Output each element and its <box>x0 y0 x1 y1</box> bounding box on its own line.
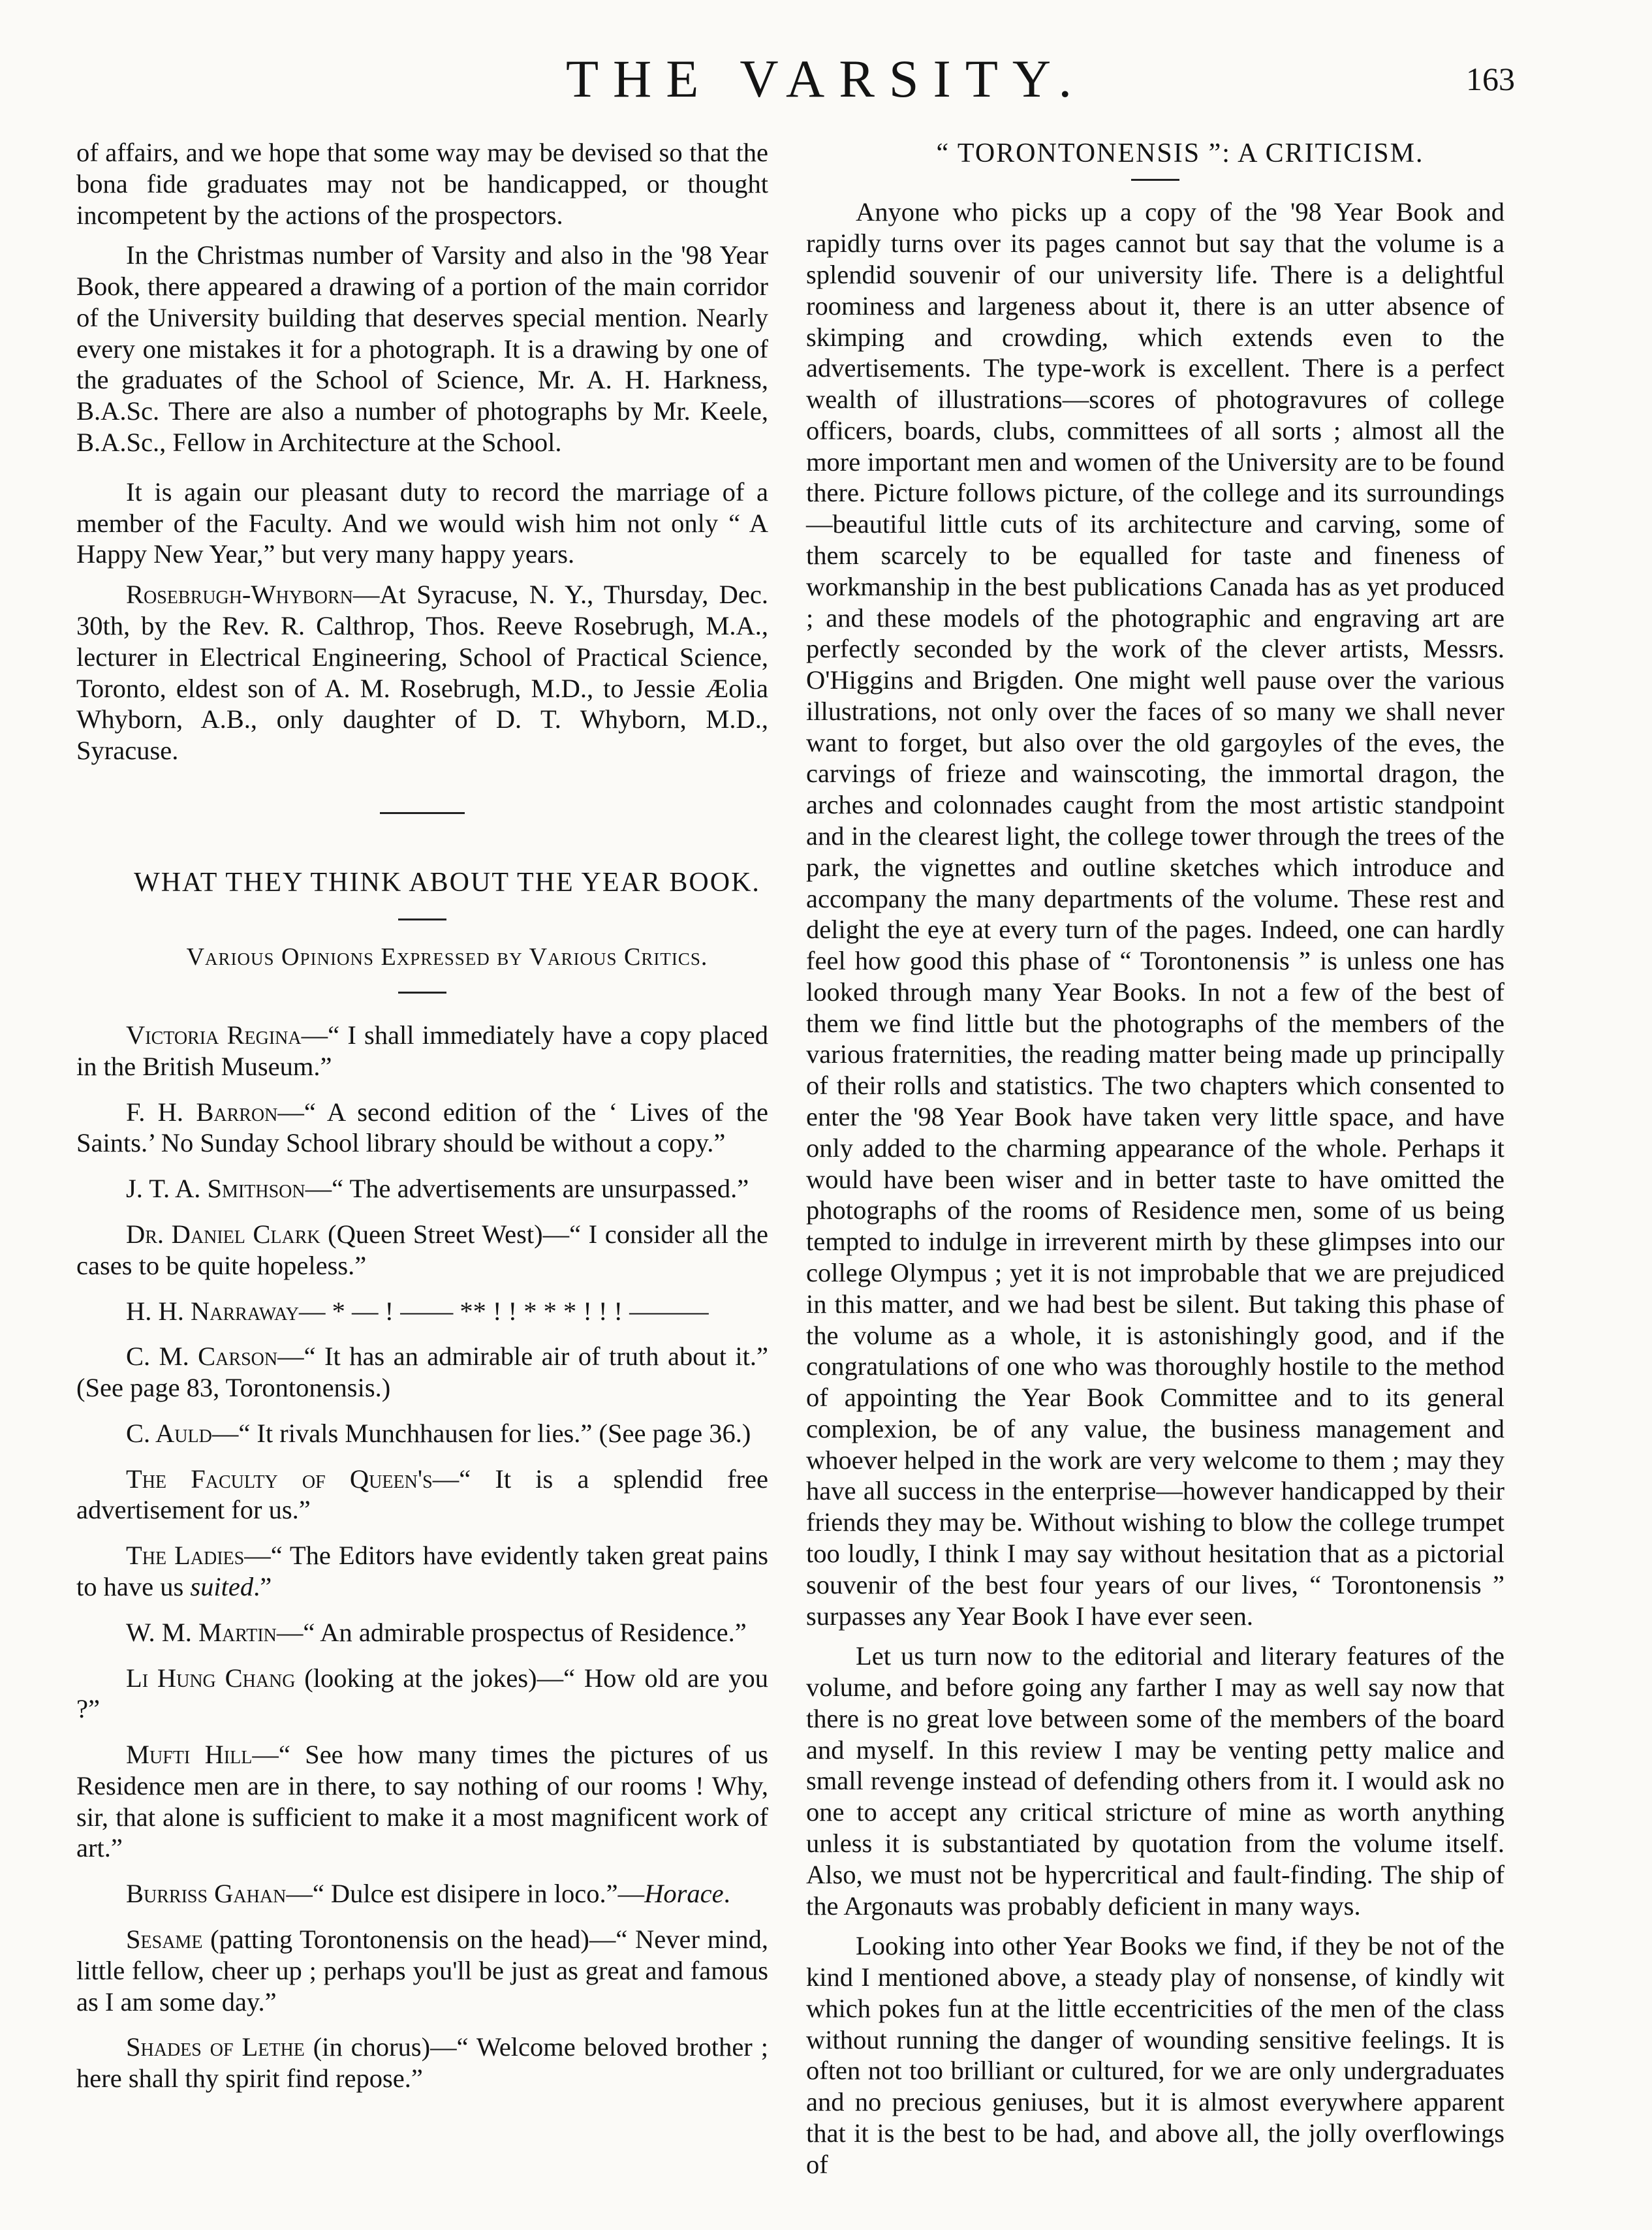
opinion-entry <box>76 1173 768 1204</box>
section-heading: WHAT THEY THINK ABOUT THE YEAR BOOK. <box>134 867 760 898</box>
critic-quote: —“ Dulce est disipere in loco.”— <box>286 1879 645 1909</box>
critic-quote: —“ It is a splendid free advertisement for us.” <box>76 1464 768 1525</box>
critic-quote: —“ The Editors have evidently taken great pains to have us <box>76 1541 768 1601</box>
critic-quote-emphasis: Horace <box>644 1879 724 1909</box>
critic-name: C. Auld <box>126 1418 212 1448</box>
page-number: 163 <box>1466 61 1515 97</box>
critic-name: Dr. Daniel Clark <box>126 1219 320 1249</box>
masthead: THE VARSITY. <box>565 49 1087 108</box>
critic-name: The Faculty of Queen's <box>126 1464 433 1494</box>
opinion-entry <box>76 1663 768 1725</box>
divider <box>1131 179 1179 181</box>
critic-quote: (looking at the jokes)—“ How old are you ?” <box>76 1663 768 1724</box>
critic-name: W. M. Martin <box>126 1617 277 1647</box>
critic-quote: (in chorus)—“ Welcome beloved brother ; here shall thy spirit find repose.” <box>76 2032 768 2094</box>
article-paragraph: Looking into other Year Books we find, if they be not of the kind I mentioned above, a steady play of nonsense, of kindly wit which pokes fun at the little eccentricities of the men of the class without running the danger of wounding sensitive feelings. It is often not too brilliant or cultured, for we are only undergraduates and no precious geniuses, but it is almost everywhere apparent that it is the best to be had, and above all, the jolly overflowings of <box>806 1931 1504 2179</box>
critic-quote: —“ See how many times the pictures of us Residence men are in there, to say nothing of our rooms ! Why, sir, that alone is sufficient to make it a most magnificent work of art.” <box>76 1740 768 1863</box>
section-subheading: Various Opinions Expressed by Various Critics. <box>186 943 708 971</box>
marriage-text: —At Syracuse, N. Y., Thursday, Dec. 30th, by the Rev. R. Calthrop, Thos. Reeve Rosebrugh, M.A., lecturer in Electrical Engineering, School of Practical Science, Toronto, eldest son of A. M. Rosebrugh, M.D., to Jessie Æolia Whyborn, A.B., only daughter of D. T. Whyborn, M.D., Syracuse. <box>76 580 768 766</box>
critic-quote: —“ An admirable prospectus of Residence.” <box>276 1617 747 1647</box>
opinion-entry <box>76 1540 768 1603</box>
critic-quote: —“ I shall immediately have a copy placed in the British Museum.” <box>76 1020 768 1081</box>
article-heading: “ TORONTONENSIS ”: A CRITICISM. <box>936 138 1424 168</box>
opinion-entry <box>76 1924 768 2017</box>
opinion-entry <box>76 1341 768 1404</box>
opinion-entry <box>76 1878 768 1909</box>
left-column <box>76 137 768 2109</box>
critic-quote: —“ A second edition of the ‘ Lives of the Saints.’ No Sunday School library should be without a copy.” <box>76 1097 768 1158</box>
opinion-entry <box>76 1617 768 1648</box>
critic-name: The Ladies <box>126 1541 245 1571</box>
critic-quote-end: . <box>723 1879 730 1909</box>
critic-quote: —“ It has an admirable air of truth about it.” (See page 83, Torontonensis.) <box>76 1342 768 1403</box>
article-paragraph: Let us turn now to the editorial and literary features of the volume, and before going any farther I may as well say now that there is no great love between some of the members of the board and myself. In this review I may be venting petty malice and small revenge instead of defending others from it. I would ask no one to accept any critical stricture of mine as worth anything unless it is substantiated by quotation from the volume itself. Also, we must not be hypercritical and fault-finding. The ship of the Argonauts was probably deficient in many ways. <box>806 1641 1504 1921</box>
article-paragraph: Anyone who picks up a copy of the '98 Year Book and rapidly turns over its pages cannot but say that the volume is a splendid souvenir of our university life. There is a delightful roominess and largeness about it, there is an utter absence of skimping and crowding, which extends even to the advertisements. The type-work is excellent. There is a perfect wealth of illustrations—scores of photogravures of college officers, boards, clubs, committees of all sorts ; almost all the more important men and women of the University are to be found there. Picture follows picture, of the college and its surroundings—beautiful little cuts of its architecture and carving, some of them scarcely to be equalled for taste and fineness of workmanship in the best publications Canada has as yet produced ; and these models of the photographic and engraving art are perfectly seconded by the work of the clever artists, Messrs. O'Higgins and Brigden. One might well pause over the various illustrations, not only over the faces of so many we shall never want to forget, but also over the old gargoyles of the eves, the carvings of frieze and wainscoting, the immortal dragon, the arches and colonnades caught from the most artistic standpoint and in the clearest light, the college tower through the trees of the park, the vignettes and outline sketches which introduce and accompany the many departments of the volume. These rest and delight the eye at every turn of the pages. Indeed, one can hardly feel how good this phase of “ Torontonensis ” is unless one has looked through many Year Books. In not a few of the best of them we find little but the photographs of the members of the various fraternities, the reading matter being made up principally of their rolls and statistics. The two chapters which consented to enter the '98 Year Book have taken very little space, and have only added to the charming appearance of the whole. Perhaps it would have been wiser and in better taste to have omitted the photographs of the rooms of Residence men, some of us being tempted to indulge in irreverent mirth by these glimpses into our college Olympus ; yet it is not improbable that we are prejudiced in this matter, and we had best be silent. But taking this phase of the volume as a whole, it is astonishingly good, and if the congratulations of one who was thoroughly hostile to the method of appointing the Year Book Committee and to its general complexion, be of any value, the business management and whoever helped in the work are very welcome to them ; may they have all success in the enterprise—however handicapped by their friends they may be. Without wishing to blow the college trumpet too loudly, I think I may say without hesitation that as a pictorial souvenir of the best four years of our lives, “ Torontonensis ” surpasses any Year Book I have ever seen. <box>806 197 1504 1631</box>
critic-quote: (Queen Street West)—“ I consider all the cases to be quite hopeless.” <box>76 1219 768 1280</box>
opinion-entry <box>76 2032 768 2094</box>
critic-quote: — * — ! —— ** ! ! * * * ! ! ! ——— <box>299 1296 709 1326</box>
opinion-entry <box>76 1739 768 1864</box>
critic-name: J. T. A. Smithson <box>126 1174 305 1204</box>
paragraph-drawing: In the Christmas number of Varsity and also in the '98 Year Book, there appeared a drawing of a portion of the main corridor of the University building that deserves special mention. Nearly every one mistakes it for a photograph. It is a drawing by one of the graduates of the School of Science, Mr. A. H. Harkness, B.A.Sc. There are also a number of photographs by Mr. Keele, B.A.Sc., Fellow in Architecture at the School. <box>76 240 768 458</box>
critic-name: H. H. Narraway <box>126 1296 299 1326</box>
marriage-notice <box>76 579 768 766</box>
critic-name: Shades of Lethe <box>126 2032 305 2062</box>
paragraph-marriage: It is again our pleasant duty to record the marriage of a member of the Faculty. And we would wish him not only “ A Happy New Year,” but very many happy years. <box>76 477 768 569</box>
critic-name: Li Hung Chang <box>126 1663 296 1693</box>
opinion-entry <box>76 1418 768 1449</box>
critic-quote: —“ It rivals Munchhausen for lies.” (See page 36.) <box>211 1418 751 1448</box>
opinion-entry <box>76 1464 768 1526</box>
critic-quote: —“ The advertisements are unsurpassed.” <box>305 1174 749 1204</box>
divider <box>380 812 465 814</box>
critic-name: Victoria Regina <box>126 1020 302 1050</box>
critic-name: Mufti Hill <box>126 1740 253 1770</box>
critic-name: Sesame <box>126 1924 203 1955</box>
critic-name: C. M. Carson <box>126 1342 278 1372</box>
right-column <box>806 137 1504 2190</box>
paragraph-continuation: of affairs, and we hope that some way may be devised so that the bona fide graduates may not be handicapped, or thought incompetent by the actions of the prospectors. <box>76 138 768 230</box>
opinion-entry <box>76 1219 768 1281</box>
critic-name: F. H. Barron <box>126 1097 278 1127</box>
divider <box>398 992 446 994</box>
opinion-entry <box>76 1097 768 1159</box>
marriage-name: Rosebrugh-Whyborn <box>126 580 353 610</box>
critic-quote: (patting Torontonensis on the head)—“ Never mind, little fellow, cheer up ; perhaps you'll be just as great and famous as I am some day.” <box>76 1924 768 2017</box>
opinion-entry <box>76 1020 768 1082</box>
opinion-list <box>76 1020 768 2094</box>
critic-quote-end: .” <box>253 1572 272 1601</box>
critic-name: Burriss Gahan <box>126 1879 287 1909</box>
divider <box>398 919 446 920</box>
critic-quote-emphasis: suited <box>190 1572 254 1601</box>
opinion-entry <box>76 1296 768 1327</box>
